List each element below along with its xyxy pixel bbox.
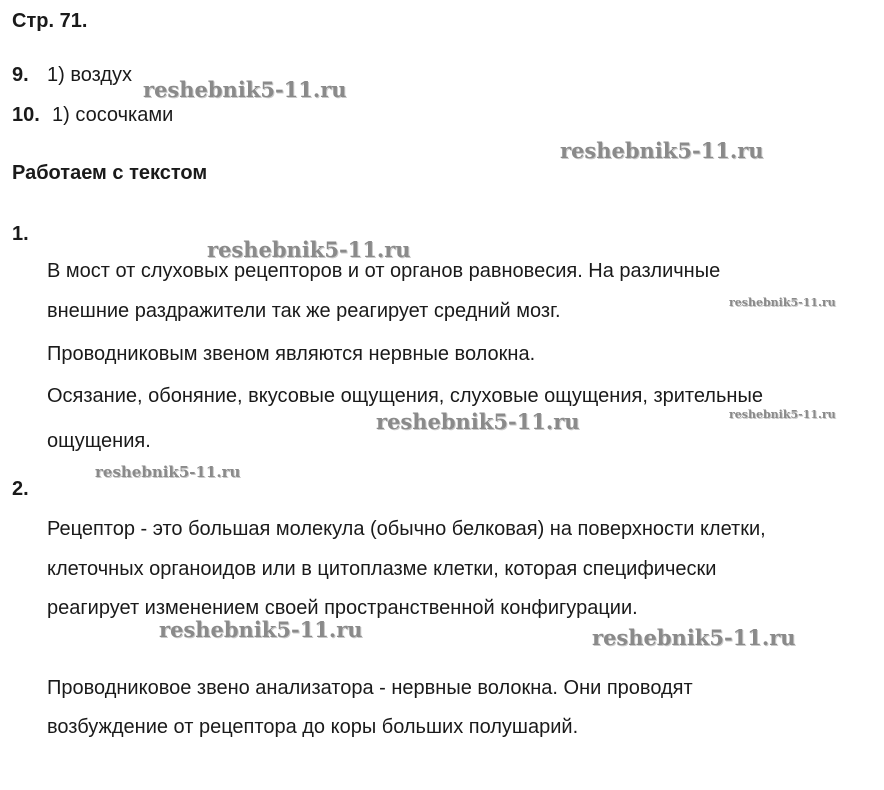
watermark: reshebnik5-11.ru [729, 408, 836, 421]
task-1-line-5: ощущения. [47, 430, 151, 452]
watermark: reshebnik5-11.ru [592, 625, 796, 650]
section-title: Работаем с текстом [12, 162, 208, 184]
watermark: reshebnik5-11.ru [143, 77, 347, 102]
watermark: reshebnik5-11.ru [560, 138, 764, 163]
watermark: reshebnik5-11.ru [159, 617, 363, 642]
page-header: Стр. 71. [12, 10, 88, 32]
watermark: reshebnik5-11.ru [95, 463, 241, 481]
watermark: reshebnik5-11.ru [207, 237, 411, 262]
task-1-line-1: В мост от слуховых рецепторов и от органов равновесия. На различные [47, 260, 721, 282]
task-2-number: 2. [12, 478, 29, 500]
answer-10-text: 1) сосочками [52, 104, 174, 126]
watermark: reshebnik5-11.ru [729, 296, 836, 309]
task-2-line-4: Проводниковое звено анализатора - нервные волокна. Они проводят [47, 677, 693, 699]
task-1-line-3: Проводниковым звеном являются нервные волокна. [47, 343, 536, 365]
answer-9-number: 9. [12, 64, 29, 86]
task-1-line-4: Осязание, обоняние, вкусовые ощущения, слуховые ощущения, зрительные [47, 385, 763, 407]
answer-9-text: 1) воздух [47, 64, 133, 86]
answer-10-number: 10. [12, 104, 40, 126]
task-2-line-3: реагирует изменением своей пространственной конфигурации. [47, 597, 638, 619]
task-2-line-5: возбуждение от рецептора до коры больших полушарий. [47, 716, 579, 738]
task-1-number: 1. [12, 223, 29, 245]
task-2-line-1: Рецептор - это большая молекула (обычно белковая) на поверхности клетки, [47, 518, 766, 540]
watermark: reshebnik5-11.ru [376, 409, 580, 434]
task-2-line-2: клеточных органоидов или в цитоплазме клетки, которая специфически [47, 558, 717, 580]
task-1-line-2: внешние раздражители так же реагирует средний мозг. [47, 300, 561, 322]
